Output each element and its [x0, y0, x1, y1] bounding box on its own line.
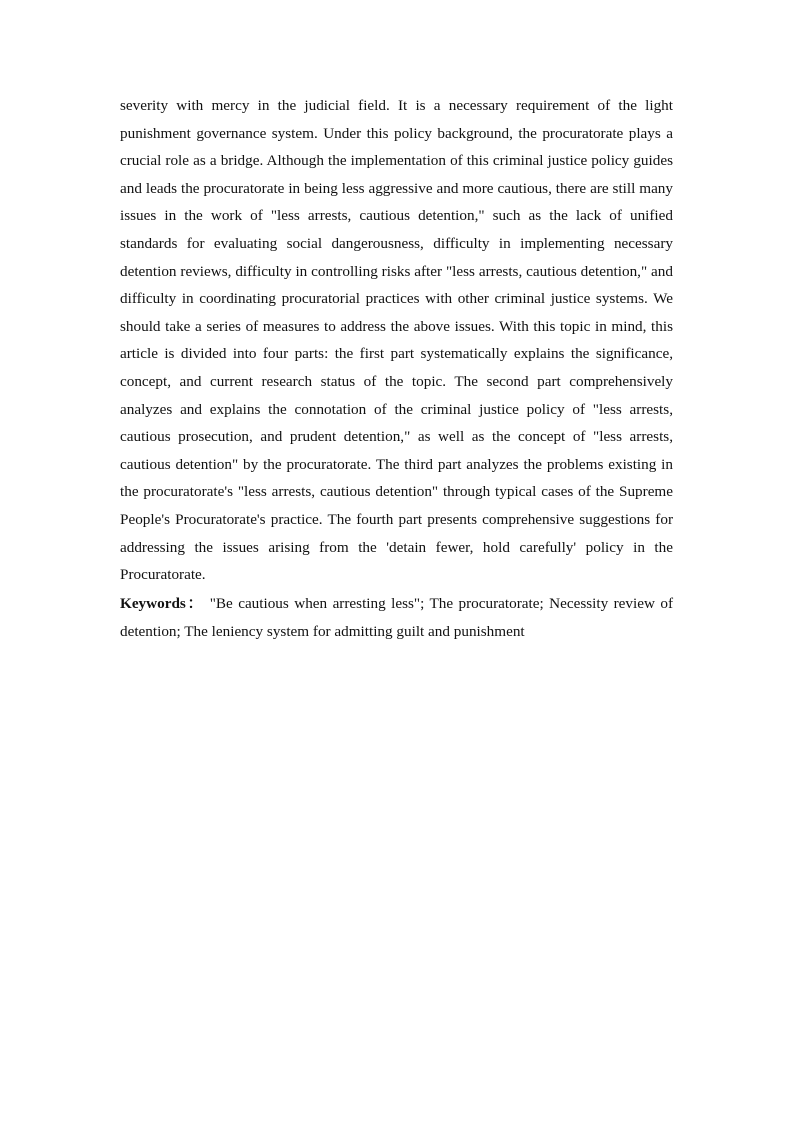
abstract-section	[120, 92, 673, 647]
keywords-label: Keywords：	[120, 594, 205, 612]
keywords-text: "Be cautious when arresting less"; The procuratorate; Necessity review of detention; The leniency system for admitting guilt and punishment	[120, 594, 673, 641]
keywords-paragraph	[120, 590, 673, 647]
abstract-paragraph: severity with mercy in the judicial field. It is a necessary requirement of the light punishment governance system. Under this policy background, the procuratorate plays a crucial role as a bridge. Although the implementation of this criminal justice policy guides and leads the procuratorate in being less aggressive and more cautious, there are still many issues in the work of "less arrests, cautious detention," such as the lack of unified standards for evaluating social dangerousness, difficulty in implementing necessary detention reviews, difficulty in controlling risks after "less arrests, cautious detention," and difficulty in coordinating procuratorial practices with other criminal justice systems. We should take a series of measures to address the above issues. With this topic in mind, this article is divided into four parts: the first part systematically explains the significance, concept, and current research status of the topic. The second part comprehensively analyzes and explains the connotation of the criminal justice policy of "less arrests, cautious prosecution, and prudent detention," as well as the concept of "less arrests, cautious detention" by the procuratorate. The third part analyzes the problems existing in the procuratorate's "less arrests, cautious detention" through typical cases of the Supreme People's Procuratorate's practice. The fourth part presents comprehensive suggestions for addressing the issues arising from the 'detain fewer, hold carefully' policy in the Procuratorate.	[120, 97, 673, 584]
